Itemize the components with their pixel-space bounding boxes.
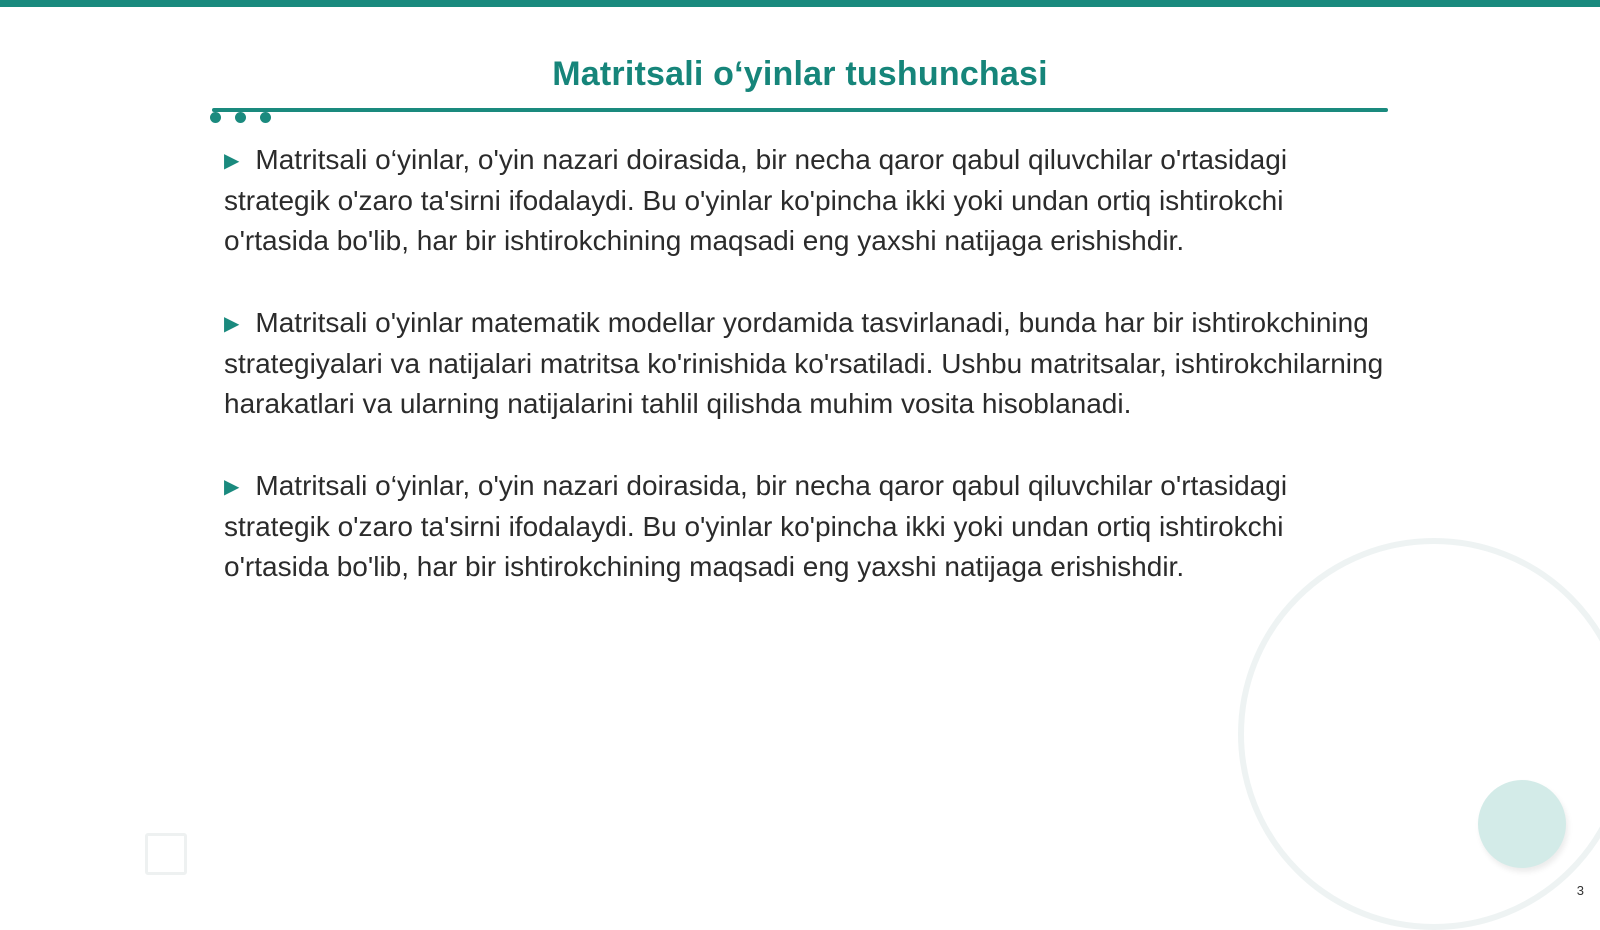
decorative-dot	[210, 112, 221, 123]
page-number: 3	[1576, 883, 1584, 898]
triangle-right-icon: ▶	[224, 313, 240, 335]
slide-body	[224, 140, 1384, 629]
decorative-circle-filled	[1478, 780, 1566, 868]
decorative-square	[145, 833, 187, 875]
decorative-dot	[260, 112, 271, 123]
triangle-right-icon: ▶	[224, 476, 240, 498]
bullet-paragraph	[224, 466, 1384, 587]
title-underline	[212, 108, 1388, 112]
slide-title: Matritsali o‘yinlar tushunchasi	[552, 55, 1048, 93]
bullet-paragraph	[224, 140, 1384, 261]
decorative-dot	[235, 112, 246, 123]
bullet-paragraph	[224, 303, 1384, 424]
paragraph-text: Matritsali o‘yinlar, o'yin nazari doirasida, bir necha qaror qabul qiluvchilar o'rtasidagi strategik o'zaro ta'sirni ifodalaydi. Bu o'yinlar ko'pincha ikki yoki undan ortiq ishtirokchi o'rtasida bo'lib, har bir ishtirokchining maqsadi eng yaxshi natijaga erishishdir.	[224, 470, 1288, 582]
top-accent-bar	[0, 0, 1600, 7]
triangle-right-icon: ▶	[224, 150, 240, 172]
paragraph-text: Matritsali o‘yinlar, o'yin nazari doirasida, bir necha qaror qabul qiluvchilar o'rtasidagi strategik o'zaro ta'sirni ifodalaydi. Bu o'yinlar ko'pincha ikki yoki undan ortiq ishtirokchi o'rtasida bo'lib, har bir ishtirokchining maqsadi eng yaxshi natijaga erishishdir.	[224, 144, 1288, 256]
paragraph-text: Matritsali o'yinlar matematik modellar yordamida tasvirlanadi, bunda har bir ishtirokchining strategiyalari va natijalari matritsa ko'rinishida ko'rsatiladi. Ushbu matritsalar, ishtirokchilarning harakatlari va ularning natijalarini tahlil qilishda muhim vosita hisoblanadi.	[224, 307, 1384, 419]
